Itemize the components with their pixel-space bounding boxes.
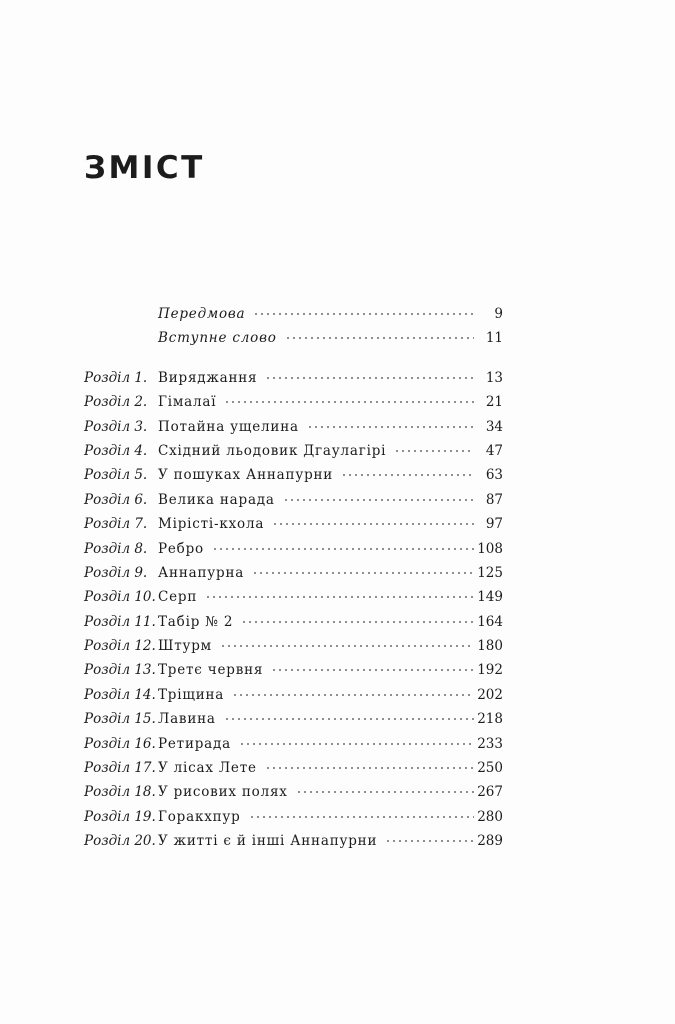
- chapter-row: [0, 732, 675, 756]
- chapter-label: Розділ 17.: [84, 760, 156, 777]
- dot-leader: [253, 313, 474, 315]
- chapter-row: [0, 512, 675, 536]
- page-number: 289: [477, 833, 503, 850]
- chapter-label: Розділ 10.: [84, 589, 156, 606]
- page-number: 250: [477, 760, 503, 777]
- entry-title: Східний льодовик Дгаулагірі: [158, 442, 387, 459]
- page-number: 63: [485, 467, 503, 484]
- toc-entry: [158, 439, 498, 463]
- toc-entry: [158, 302, 498, 326]
- entry-title: Тріщина: [158, 686, 225, 703]
- chapter-row: [0, 488, 675, 512]
- chapter-label: Розділ 19.: [84, 808, 156, 825]
- chapter-label: Розділ 8.: [84, 540, 148, 557]
- chapter-label: Розділ 15.: [84, 711, 156, 728]
- chapter-row: [0, 537, 675, 561]
- dot-leader: [252, 572, 474, 574]
- page-number: 192: [477, 662, 503, 679]
- page-number: 11: [485, 330, 503, 347]
- dot-leader: [224, 718, 474, 720]
- entry-title: Мірісті-кхола: [158, 516, 265, 533]
- toc-entry: [158, 805, 498, 829]
- dot-leader: [232, 694, 474, 696]
- page-number: 125: [477, 564, 503, 581]
- entry-title: Ребро: [158, 540, 204, 557]
- entry-title: Третє червня: [158, 662, 264, 679]
- page-number: 233: [477, 735, 503, 752]
- chapter-label: Розділ 12.: [84, 638, 156, 655]
- chapter-row: [0, 707, 675, 731]
- page-number: 218: [477, 711, 503, 728]
- toc-entry: [158, 610, 498, 634]
- chapter-label: Розділ 4.: [84, 442, 148, 459]
- toc-entry: [158, 683, 498, 707]
- dot-leader: [272, 523, 474, 525]
- page-number: 87: [485, 491, 503, 508]
- dot-leader: [249, 816, 474, 818]
- dot-leader: [285, 337, 474, 339]
- page-number: 180: [477, 638, 503, 655]
- dot-leader: [212, 548, 474, 550]
- chapter-label: Розділ 6.: [84, 491, 148, 508]
- chapter-label: Розділ 2.: [84, 394, 148, 411]
- page-number: 47: [485, 442, 503, 459]
- toc-entry: [158, 512, 498, 536]
- page-number: 149: [477, 589, 503, 606]
- dot-leader: [385, 840, 474, 842]
- chapter-row: [0, 634, 675, 658]
- toc-entry: [158, 415, 498, 439]
- dot-leader: [241, 621, 474, 623]
- entry-title: Штурм: [158, 638, 212, 655]
- dot-leader: [220, 645, 474, 647]
- chapter-label: Розділ 9.: [84, 564, 148, 581]
- chapter-label: Розділ 13.: [84, 662, 156, 679]
- entry-title: Вступне слово: [158, 330, 277, 347]
- chapter-label: Розділ 1.: [84, 369, 148, 386]
- dot-leader: [296, 791, 474, 793]
- entry-title: Передмова: [158, 306, 246, 322]
- page-number: 267: [477, 784, 503, 801]
- toc-entry: [158, 537, 498, 561]
- chapter-label: Розділ 3.: [84, 418, 148, 435]
- dot-leader: [205, 596, 474, 598]
- entry-title: Ретирада: [158, 735, 231, 752]
- toc-entry: [158, 585, 498, 609]
- dot-leader: [394, 450, 474, 452]
- dot-leader: [307, 426, 474, 428]
- chapter-row: [0, 683, 675, 707]
- chapter-row: [0, 585, 675, 609]
- toc-entry: [158, 707, 498, 731]
- chapter-label: Розділ 11.: [84, 613, 156, 630]
- entry-title: Табір № 2: [158, 613, 234, 630]
- toc-entry: [158, 732, 498, 756]
- entry-title: Потайна ущелина: [158, 418, 299, 435]
- page-number: 97: [485, 516, 503, 533]
- chapter-label: Розділ 14.: [84, 686, 156, 703]
- page-number: 21: [485, 394, 503, 411]
- toc-entry: [158, 390, 498, 414]
- page-number: 13: [485, 369, 503, 386]
- dot-leader: [224, 401, 474, 403]
- dot-leader: [283, 499, 474, 501]
- toc-entry: [158, 634, 498, 658]
- entry-title: Велика нарада: [158, 491, 275, 508]
- toc-entry: [158, 488, 498, 512]
- page-number: 202: [477, 686, 503, 703]
- dot-leader: [341, 474, 474, 476]
- chapter-row: [0, 415, 675, 439]
- chapter-row: [0, 366, 675, 390]
- page-number: 108: [477, 540, 503, 557]
- toc-entry: [158, 366, 498, 390]
- chapter-row: [0, 756, 675, 780]
- page-number: 34: [485, 418, 503, 435]
- chapter-label: Розділ 18.: [84, 784, 156, 801]
- chapter-label: Розділ 16.: [84, 735, 156, 752]
- chapter-label: Розділ 5.: [84, 467, 148, 484]
- chapter-label: Розділ 20.: [84, 833, 156, 850]
- dot-leader: [271, 669, 474, 671]
- chapter-row: [0, 463, 675, 487]
- toc-entry: [158, 756, 498, 780]
- chapter-row: [0, 561, 675, 585]
- toc-entry: [158, 658, 498, 682]
- entry-title: У рисових полях: [158, 784, 288, 801]
- toc-entry: [158, 829, 498, 853]
- chapter-row: [0, 390, 675, 414]
- chapter-row: [0, 780, 675, 804]
- toc-entry: [158, 326, 498, 350]
- chapter-row: [0, 439, 675, 463]
- entry-title: У житті є й інші Аннапурни: [158, 833, 378, 850]
- dot-leader: [265, 377, 474, 379]
- entry-title: Лавина: [158, 711, 216, 728]
- toc-entry: [158, 463, 498, 487]
- toc-entry: [158, 780, 498, 804]
- chapter-row: [0, 610, 675, 634]
- entry-title: У пошуках Аннапурни: [158, 467, 334, 484]
- entry-title: Серп: [158, 589, 198, 606]
- chapter-label: Розділ 7.: [84, 516, 148, 533]
- entry-title: Горакхпур: [158, 808, 241, 825]
- page-title: ЗМІСТ: [84, 150, 205, 186]
- front-matter-row: [0, 326, 675, 350]
- page-number: 280: [477, 808, 503, 825]
- entry-title: Аннапурна: [158, 564, 245, 581]
- dot-leader: [265, 767, 474, 769]
- front-matter-row: [0, 302, 675, 326]
- chapter-row: [0, 829, 675, 853]
- toc-entry: [158, 561, 498, 585]
- entry-title: Гімалаї: [158, 394, 217, 411]
- dot-leader: [239, 743, 474, 745]
- page-number: 164: [477, 613, 503, 630]
- chapter-row: [0, 805, 675, 829]
- entry-title: У лісах Лете: [158, 760, 257, 777]
- table-of-contents: [0, 302, 675, 854]
- entry-title: Виряджання: [158, 369, 258, 386]
- chapter-row: [0, 658, 675, 682]
- page-number: 9: [494, 306, 503, 322]
